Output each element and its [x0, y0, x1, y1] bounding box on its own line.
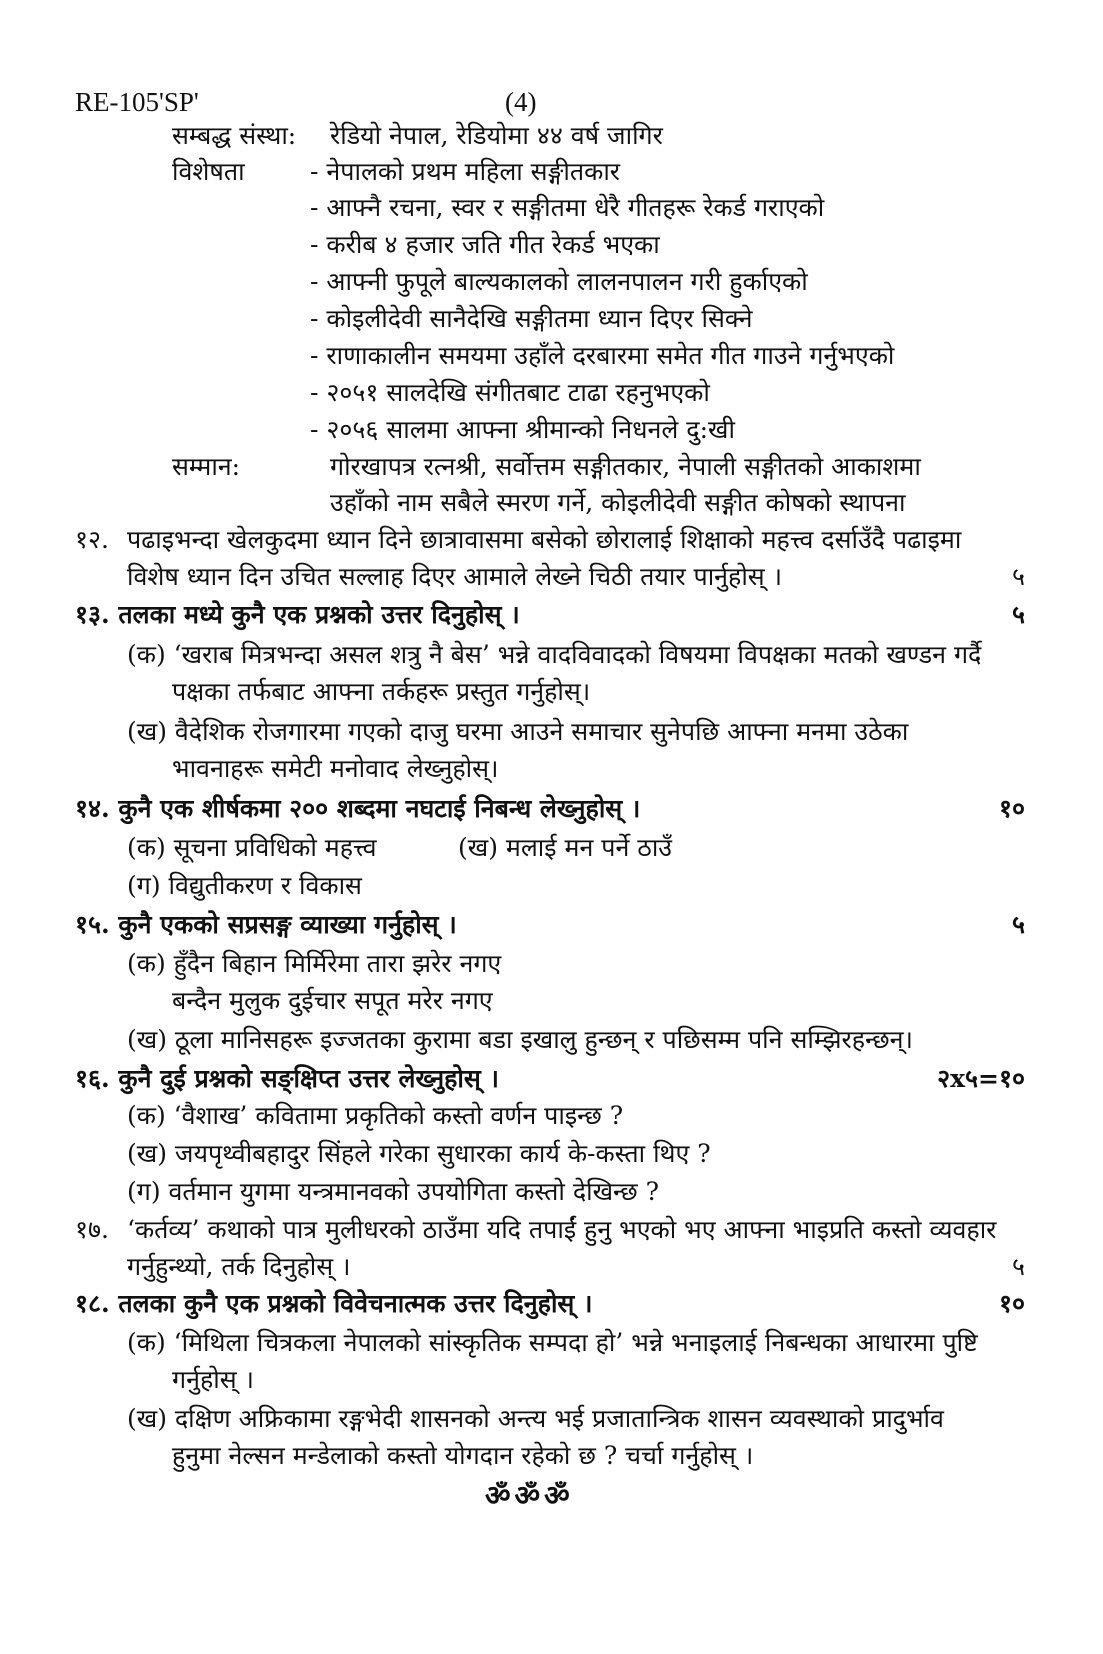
q14-heading: १४. कुनै एक शीर्षकमा २०० शब्दमा नघटाई निबन्ध लेख्नुहोस् ।: [75, 794, 641, 823]
paper-code: RE-105'SP': [75, 87, 199, 117]
q13-option-a-cont: पक्षका तर्फबाट आफ्ना तर्कहरू प्रस्तुत गर्नुहोस्।: [172, 677, 591, 706]
q14-option-b: (ख) मलाई मन पर्ने ठाउँ: [458, 833, 672, 862]
q15-heading: १५. कुनै एकको सप्रसङ्ग व्याख्या गर्नुहोस् ।: [75, 910, 457, 939]
q18-option-b: (ख) दक्षिण अफ्रिकामा रङ्गभेदी शासनको अन्त्य भई प्रजातान्त्रिक शासन व्यवस्थाको प्रादुर्भाव: [127, 1404, 944, 1433]
q15-option-a: (क) हुँदैन बिहान मिर्मिरेमा तारा झरेर नगए: [127, 949, 502, 978]
feature-item: - नेपालको प्रथम महिला सङ्गीतकार: [310, 157, 621, 186]
q17-text: ‘कर्तव्य’ कथाको पात्र मुलीधरको ठाउँमा यदि तपाईं हुनु भएको भए आफ्ना भाइप्रति कस्तो व्यवहार: [127, 1215, 997, 1244]
q18-marks: १०: [998, 1289, 1025, 1318]
q16-option-b: (ख) जयपृथ्वीबहादुर सिंहले गरेका सुधारका कार्य के-कस्ता थिए ?: [127, 1139, 711, 1168]
q13-heading: १३. तलका मध्ये कुनै एक प्रश्नको उत्तर दिनुहोस् ।: [75, 600, 520, 629]
q18-option-a-cont: गर्नुहोस् ।: [172, 1365, 255, 1394]
honor-line: गोरखापत्र रत्नश्री, सर्वोत्तम सङ्गीतकार, नेपाली सङ्गीतको आकाशमा: [330, 452, 921, 481]
feature-item: - राणाकालीन समयमा उहाँले दरबारमा समेत गीत गाउने गर्नुभएको: [310, 341, 895, 370]
q17-number: १७.: [75, 1215, 109, 1244]
org-label: सम्बद्ध संस्था:: [172, 121, 297, 150]
feature-item: - करीब ४ हजार जति गीत रेकर्ड भएका: [310, 230, 660, 259]
q12-text: विशेष ध्यान दिन उचित सल्लाह दिएर आमाले लेख्ने चिठी तयार पार्नुहोस् ।: [127, 562, 783, 591]
q18-option-a: (क) ‘मिथिला चित्रकला नेपालको सांस्कृतिक सम्पदा हो’ भन्ने भनाइलाई निबन्धका आधारमा पुष्टि: [127, 1328, 978, 1357]
features-label: विशेषता: [172, 157, 245, 186]
q15-option-b: (ख) ठूला मानिसहरू इज्जतका कुरामा बडा इखालु हुन्छन् र पछिसम्म पनि सम्झिरहन्छन्।: [127, 1025, 914, 1054]
honor-label: सम्मान:: [172, 452, 241, 481]
q15-marks: ५: [1011, 910, 1025, 939]
feature-item: - आफ्नी फुपूले बाल्यकालको लालनपालन गरी हुर्काएको: [310, 267, 808, 296]
feature-item: - २०५६ सालमा आफ्ना श्रीमान्को निधनले दु:खी: [310, 415, 735, 444]
q13-marks: ५: [1011, 600, 1025, 629]
q14-option-a: (क) सूचना प्रविधिको महत्त्व: [127, 833, 377, 862]
q17-text: गर्नुहुन्थ्यो, तर्क दिनुहोस् ।: [127, 1252, 351, 1281]
q14-option-c: (ग) विद्युतीकरण र विकास: [127, 871, 362, 900]
q12-number: १२.: [75, 525, 109, 554]
q18-heading: १८. तलका कुनै एक प्रश्नको विवेचनात्मक उत्तर दिनुहोस् ।: [75, 1289, 593, 1318]
feature-item: - कोइलीदेवी सानैदेखि सङ्गीतमा ध्यान दिएर सिक्ने: [310, 304, 753, 333]
q18-option-b-cont: हुनुमा नेल्सन मन्डेलाको कस्तो योगदान रहेको छ ? चर्चा गर्नुहोस् ।: [172, 1441, 754, 1470]
q16-option-c: (ग) वर्तमान युगमा यन्त्रमानवको उपयोगिता कस्तो देखिन्छ ?: [127, 1177, 660, 1206]
q16-option-a: (क) ‘वैशाख’ कवितामा प्रकृतिको कस्तो वर्णन पाइन्छ ?: [127, 1101, 624, 1130]
q15-option-a-cont: बन्दैन मुलुक दुईचार सपूत मरेर नगए: [172, 986, 493, 1015]
q13-option-b: (ख) वैदेशिक रोजगारमा गएको दाजु घरमा आउने समाचार सुनेपछि आफ्ना मनमा उठेका: [127, 717, 909, 746]
q13-option-a: (क) ‘खराब मित्रभन्दा असल शत्रु नै बेस’ भन्ने वादविवादको विषयमा विपक्षका मतको खण्डन गर्दै: [127, 640, 982, 669]
feature-item: - २०५१ सालदेखि संगीतबाट टाढा रहनुभएको: [310, 378, 710, 407]
q17-marks: ५: [1011, 1252, 1025, 1281]
honor-line: उहाँको नाम सबैले स्मरण गर्ने, कोइलीदेवी सङ्गीत कोषको स्थापना: [330, 488, 906, 517]
q14-marks: १०: [998, 794, 1025, 823]
q12-text: पढाइभन्दा खेलकुदमा ध्यान दिने छात्रावासमा बसेको छोरालाई शिक्षाको महत्त्व दर्साउँदै पढाइमा: [127, 525, 962, 554]
q12-marks: ५: [1011, 562, 1025, 591]
feature-item: - आफ्नै रचना, स्वर र सङ्गीतमा धेरै गीतहरू रेकर्ड गराएको: [310, 193, 825, 222]
q16-heading: १६. कुनै दुई प्रश्नको सङ्क्षिप्त उत्तर लेख्नुहोस् ।: [75, 1064, 499, 1093]
page-number: (4): [505, 87, 537, 117]
end-of-paper-mark: ॐॐॐ: [485, 1479, 574, 1512]
q13-option-b-cont: भावनाहरू समेटी मनोवाद लेख्नुहोस्।: [172, 754, 499, 783]
org-value: रेडियो नेपाल, रेडियोमा ४४ वर्ष जागिर: [330, 121, 663, 150]
q16-marks: २x५=१०: [937, 1064, 1025, 1093]
